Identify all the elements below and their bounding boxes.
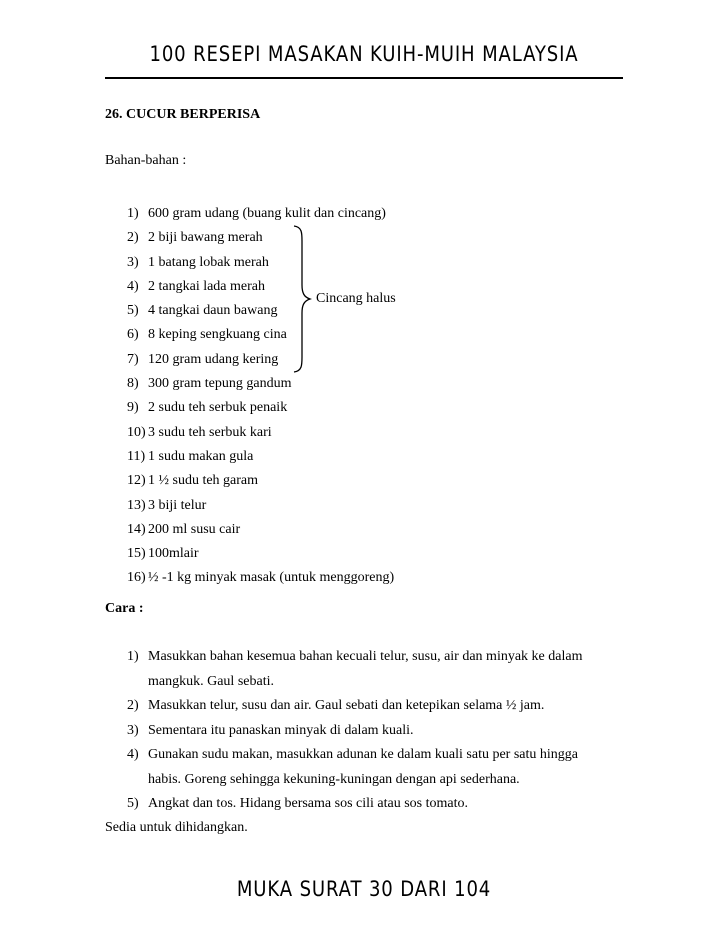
step-number: 5)	[127, 796, 139, 811]
ingredient-text: 1 batang lobak merah	[148, 254, 269, 270]
ingredient-text: 2 biji bawang merah	[148, 230, 263, 246]
ingredient-number: 11)	[127, 448, 146, 464]
method-step	[127, 645, 607, 694]
ingredient-text: 120 gram udang kering	[148, 351, 279, 367]
ingredient-number: 1)	[127, 206, 139, 221]
page-header-title: 100 RESEPI MASAKAN KUIH-MUIH MALAYSIA	[149, 42, 579, 66]
step-text: Masukkan telur, susu dan air. Gaul sebati dan ketepikan selama ½ jam.	[148, 698, 545, 713]
step-number: 1)	[127, 649, 139, 664]
step-text: Angkat dan tos. Hidang bersama sos cili atau sos tomato.	[148, 796, 468, 811]
brace-note: Cincang halus	[316, 291, 396, 306]
ingredient-text: 3 biji telur	[148, 497, 207, 513]
ingredient-item	[127, 323, 394, 347]
ingredient-number: 12)	[127, 473, 146, 489]
ingredient-number: 15)	[127, 546, 146, 562]
ingredient-text: 1 ½ sudu teh garam	[148, 473, 259, 489]
method-step	[127, 694, 607, 719]
ingredient-number: 4)	[127, 278, 139, 294]
ingredient-text: 8 keping sengkuang cina	[148, 327, 287, 343]
ingredient-number: 6)	[127, 327, 139, 343]
ingredient-text: ½ -1 kg minyak masak (untuk menggoreng)	[148, 570, 395, 586]
step-text: Sementara itu panaskan minyak di dalam kuali.	[148, 722, 414, 738]
ingredient-number: 16)	[127, 570, 146, 586]
page-footer: MUKA SURAT 30 DARI 104	[236, 877, 492, 901]
method-step	[127, 743, 607, 792]
curly-brace-icon	[292, 225, 312, 373]
step-number: 2)	[127, 698, 139, 713]
ingredient-item	[127, 566, 394, 590]
ingredient-number: 5)	[127, 303, 139, 319]
ingredient-item	[127, 372, 394, 396]
method-steps-list	[127, 645, 607, 817]
ingredient-item	[127, 251, 394, 275]
ingredient-number: 3)	[127, 254, 139, 270]
ingredient-text: 2 tangkai lada merah	[148, 278, 266, 294]
ingredient-number: 9)	[127, 400, 139, 416]
ingredient-item	[127, 421, 394, 445]
ingredient-number: 10)	[127, 424, 146, 440]
ingredient-text: 300 gram tepung gandum	[148, 376, 292, 392]
ingredient-item	[127, 469, 394, 493]
ingredient-item	[127, 542, 394, 566]
ingredient-item	[127, 518, 394, 542]
ingredient-number: 13)	[127, 497, 146, 513]
step-text: Masukkan bahan kesemua bahan kecuali telur, susu, air dan minyak ke dalam mangkuk. Gaul sebati.	[148, 649, 583, 689]
ingredients-list	[127, 202, 394, 591]
step-number: 4)	[127, 747, 139, 762]
ingredient-text: 600 gram udang (buang kulit dan cincang)	[148, 206, 386, 221]
method-step	[127, 719, 607, 744]
ingredient-text: 3 sudu teh serbuk kari	[148, 424, 272, 440]
closing-note: Sedia untuk dihidangkan.	[105, 820, 248, 835]
step-text: Gunakan sudu makan, masukkan adunan ke dalam kuali satu per satu hingga habis. Goreng sehingga kekuning-kuningan dengan api sederhana.	[148, 747, 578, 787]
ingredient-item	[127, 494, 394, 518]
ingredient-text: 100mlair	[148, 546, 199, 562]
ingredient-item	[127, 202, 394, 226]
header-divider	[105, 77, 623, 79]
ingredient-item	[127, 445, 394, 469]
method-step	[127, 792, 607, 817]
step-number: 3)	[127, 722, 139, 738]
ingredient-item	[127, 348, 394, 372]
method-heading: Cara :	[105, 601, 144, 616]
ingredient-number: 2)	[127, 230, 139, 246]
ingredient-text: 4 tangkai daun bawang	[148, 303, 278, 319]
ingredient-text: 2 sudu teh serbuk penaik	[148, 400, 288, 416]
ingredient-item	[127, 226, 394, 250]
ingredient-number: 14)	[127, 521, 146, 537]
ingredient-number: 8)	[127, 376, 139, 392]
ingredient-text: 200 ml susu cair	[148, 521, 241, 537]
recipe-title: 26. CUCUR BERPERISA	[105, 107, 261, 122]
ingredient-item	[127, 396, 394, 420]
ingredient-text: 1 sudu makan gula	[148, 448, 254, 464]
ingredient-number: 7)	[127, 351, 139, 367]
ingredients-heading: Bahan-bahan :	[105, 153, 187, 168]
